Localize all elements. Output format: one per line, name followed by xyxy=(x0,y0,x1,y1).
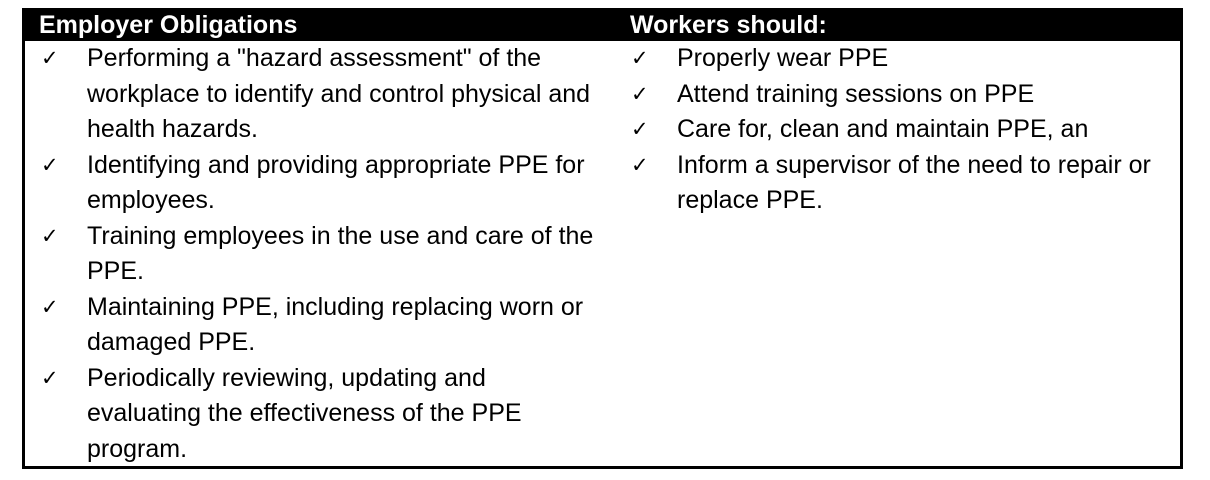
list-item xyxy=(25,41,612,148)
workers-should-column xyxy=(615,41,1180,219)
obligations-table xyxy=(22,8,1183,469)
list-item-text: Inform a supervisor of the need to repair or replace PPE. xyxy=(677,150,1151,214)
list-item xyxy=(615,41,1177,77)
list-item xyxy=(25,148,612,219)
table-header xyxy=(25,8,1180,41)
list-item xyxy=(615,77,1177,113)
list-item xyxy=(25,361,557,468)
list-item xyxy=(615,148,1177,219)
workers-should-list xyxy=(615,41,1180,219)
employer-obligations-list xyxy=(25,41,615,467)
list-item-text: Periodically reviewing, updating and evaluating the effectiveness of the PPE program. xyxy=(87,363,522,463)
list-item xyxy=(25,290,612,361)
list-item-text: Care for, clean and maintain PPE, an xyxy=(677,115,1089,143)
list-item xyxy=(615,112,1177,148)
checkmark-icon: ✓ xyxy=(41,294,59,319)
list-item-text: Maintaining PPE, including replacing worn or damaged PPE. xyxy=(87,292,584,356)
checkmark-icon: ✓ xyxy=(41,46,59,70)
checkmark-icon: ✓ xyxy=(41,365,59,390)
workers-should-heading: Workers should: xyxy=(630,11,827,39)
list-item-text: Identifying and providing appropriate PPE for employees. xyxy=(87,150,585,214)
checkmark-icon: ✓ xyxy=(631,117,649,141)
checkmark-icon: ✓ xyxy=(631,152,649,177)
checkmark-icon: ✓ xyxy=(631,46,649,70)
list-item-text: Attend training sessions on PPE xyxy=(677,79,1035,108)
checkmark-icon: ✓ xyxy=(41,223,59,248)
employer-obligations-heading: Employer Obligations xyxy=(39,11,298,39)
checkmark-icon: ✓ xyxy=(631,81,649,106)
list-item-text: Properly wear PPE xyxy=(677,44,889,72)
list-item-text: Training employees in the use and care of the PPE. xyxy=(87,221,594,285)
checkmark-icon: ✓ xyxy=(41,152,59,177)
list-item-text: Performing a "hazard assessment" of the workplace to identify and control physical and health hazards. xyxy=(87,44,591,143)
employer-obligations-column xyxy=(25,41,615,467)
list-item xyxy=(25,219,612,290)
